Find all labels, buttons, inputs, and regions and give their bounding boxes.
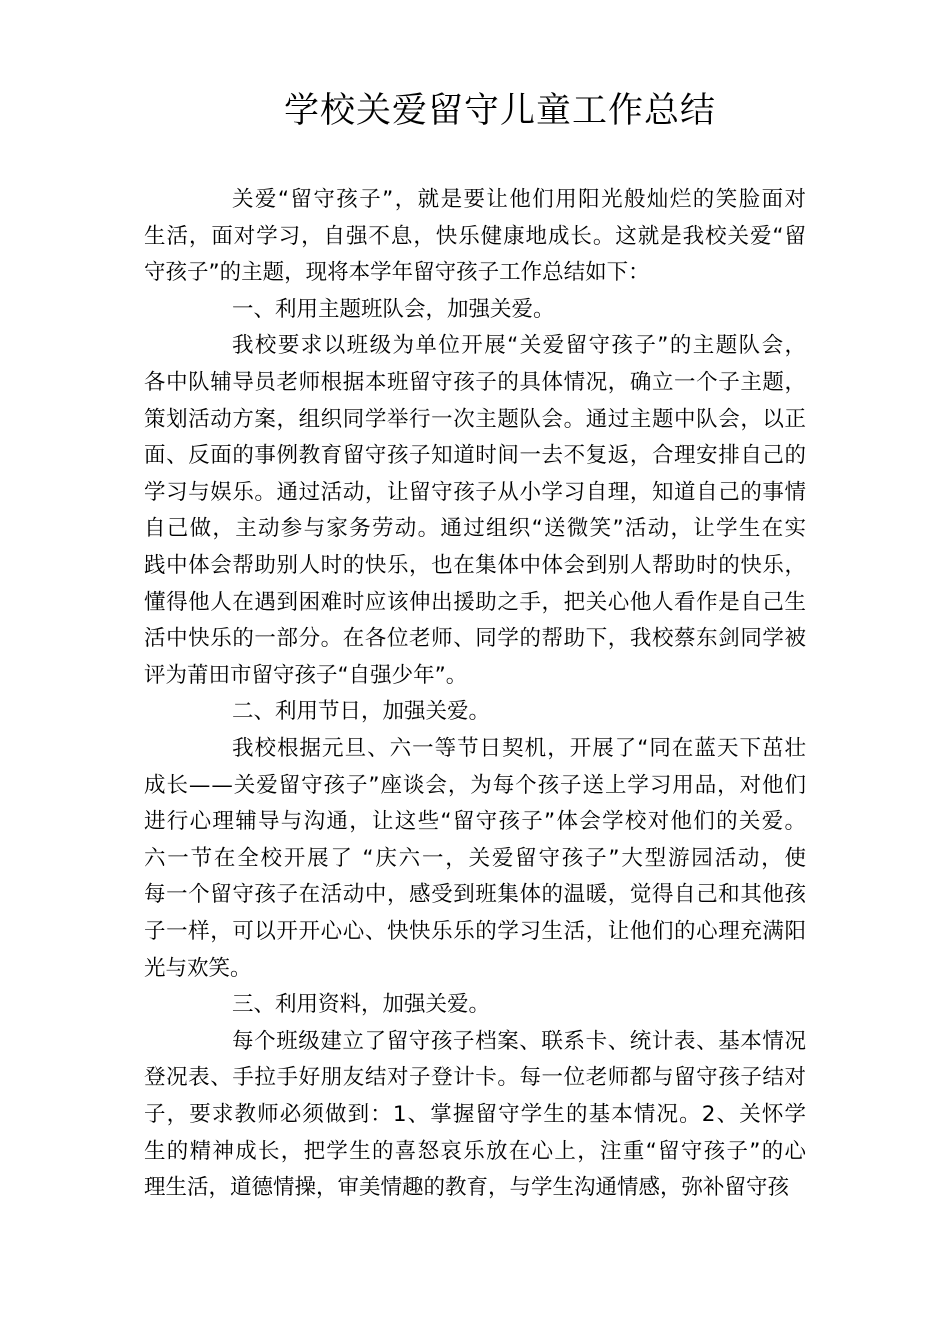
body-line: 一、利用主题班队会，加强关爱。 — [232, 296, 555, 322]
body-line: 每一个留守孩子在活动中，感受到班集体的温暖，觉得自己和其他孩 — [144, 882, 807, 908]
body-line: 子一样，可以开开心心、快快乐乐的学习生活，让他们的心理充满阳 — [144, 919, 807, 944]
body-line: 理生活，道德情操，审美情趣的教育，与学生沟通情感，弥补留守孩 — [144, 1175, 790, 1201]
body-line: 登况表、手拉手好朋友结对子登计卡。每一位老师都与留守孩子结对 — [144, 1065, 807, 1091]
body-line: 六一节在全校开展了 “庆六一，关爱留守孩子”大型游园活动，使 — [144, 845, 808, 871]
body-line: 二、利用节日，加强关爱。 — [232, 699, 491, 725]
body-line: 我校根据元旦、六一等节日契机，开展了“同在蓝天下茁壮 — [232, 736, 807, 761]
body-line: 策划活动方案，组织同学举行一次主题队会。通过主题中队会，以正 — [144, 406, 807, 432]
body-line: 守孩子”的主题，现将本学年留守孩子工作总结如下： — [144, 260, 650, 286]
body-line: 生活，面对学习，自强不息，快乐健康地成长。这就是我校关爱“留 — [144, 223, 807, 249]
body-line: 成长——关爱留守孩子”座谈会，为每个孩子送上学习用品，对他们 — [144, 772, 807, 798]
body-line: 学习与娱乐。通过活动，让留守孩子从小学习自理，知道自己的事情 — [144, 479, 807, 505]
body-line: 评为莆田市留守孩子“自强少年”。 — [144, 662, 468, 688]
body-line: 光与欢笑。 — [144, 955, 252, 981]
document-title: 学校关爱留守儿童工作总结 — [283, 91, 716, 131]
body-line: 活中快乐的一部分。在各位老师、同学的帮助下，我校蔡东剑同学被 — [144, 626, 807, 652]
body-line: 关爱“留守孩子”，就是要让他们用阳光般灿烂的笑脸面对 — [232, 187, 808, 212]
body-line: 生的精神成长，把学生的喜怒哀乐放在心上，注重“留守孩子”的心 — [144, 1138, 808, 1164]
body-line: 自己做，主动参与家务劳动。通过组织“送微笑”活动，让学生在实 — [144, 516, 808, 542]
body-line: 三、利用资料，加强关爱。 — [232, 992, 491, 1018]
body-line: 各中队辅导员老师根据本班留守孩子的具体情况，确立一个子主题， — [144, 370, 807, 395]
body-line: 每个班级建立了留守孩子档案、联系卡、统计表、基本情况 — [232, 1028, 807, 1054]
body-line: 面、反面的事例教育留守孩子知道时间一去不复返，合理安排自己的 — [144, 443, 807, 469]
body-line: 懂得他人在遇到困难时应该伸出援助之手，把关心他人看作是自己生 — [144, 589, 807, 615]
body-line: 进行心理辅导与沟通，让这些“留守孩子”体会学校对他们的关爱。 — [144, 809, 808, 835]
body-line: 子，要求教师必须做到：1、掌握留守学生的基本情况。2、关怀学 — [144, 1102, 808, 1127]
body-line: 我校要求以班级为单位开展“关爱留守孩子”的主题队会， — [232, 333, 808, 359]
body-line: 践中体会帮助别人时的快乐，也在集体中体会到别人帮助时的快乐， — [144, 553, 807, 578]
